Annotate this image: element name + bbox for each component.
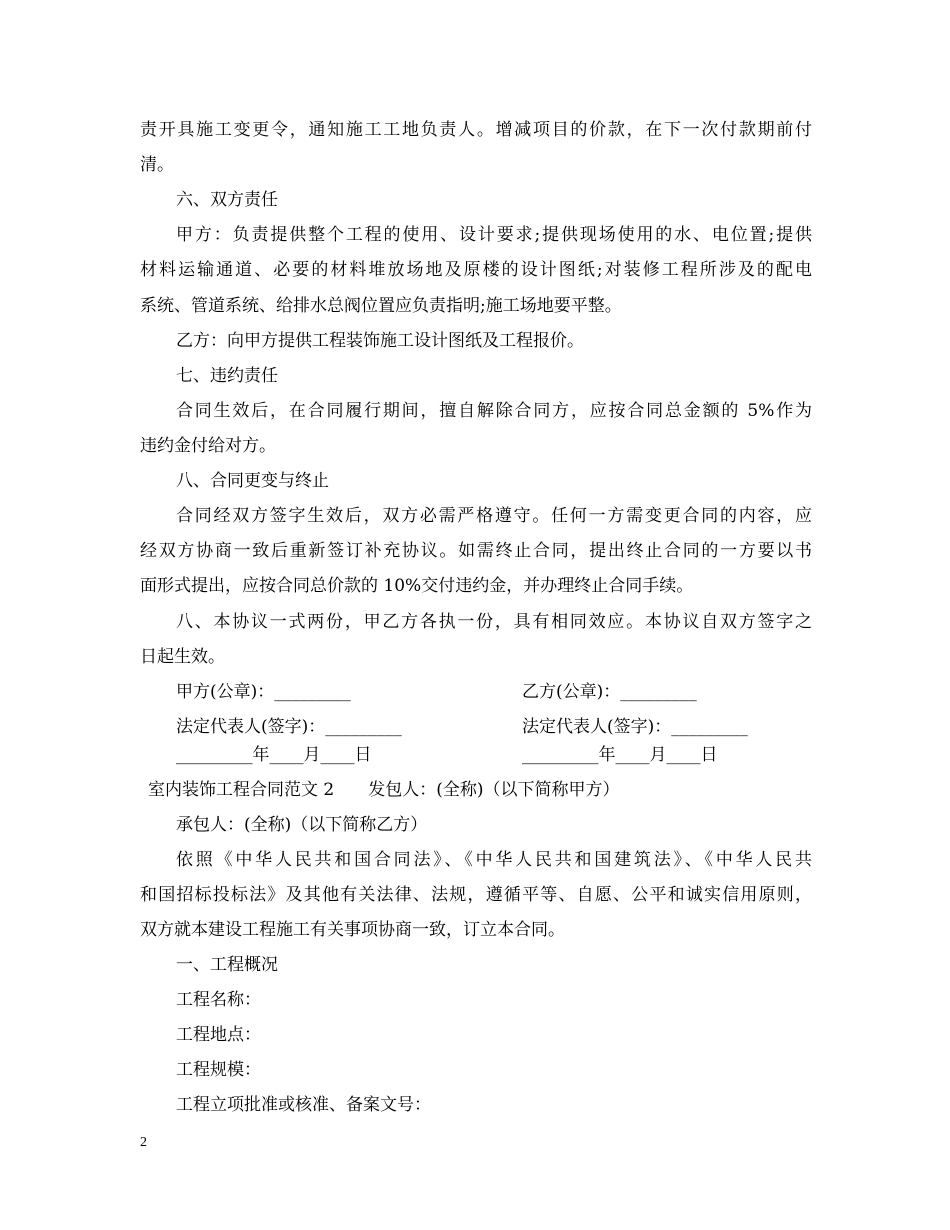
paragraph-line: 经双方协商一致后重新签订补充协议。如需终止合同，提出终止合同的一方要以书	[140, 541, 812, 561]
party-a-representative-line: 法定代表人(签字)：_________	[176, 717, 402, 737]
paragraph-line: 合同生效后，在合同履行期间，擅自解除合同方，应按合同总金额的 5%作为	[176, 401, 812, 421]
party-b-date-line: _________年____月____日	[522, 745, 718, 765]
field-project-location: 工程地点：	[176, 1025, 261, 1045]
party-b-seal-line: 乙方(公章)：_________	[522, 682, 697, 702]
party-a-seal-line: 甲方(公章)：_________	[176, 682, 351, 702]
party-b-representative-line: 法定代表人(签字)：_________	[522, 717, 748, 737]
paragraph-line: 清。	[140, 155, 174, 175]
field-approval-number: 工程立项批准或核准、备案文号：	[176, 1095, 431, 1115]
section-heading: 六、双方责任	[176, 190, 278, 210]
paragraph-line: 乙方：向甲方提供工程装饰施工设计图纸及工程报价。	[176, 331, 584, 351]
party-a-date-line: _________年____月____日	[176, 745, 372, 765]
paragraph-line: 面形式提出，应按合同总价款的 10%交付违约金，并办理终止合同手续。	[140, 576, 694, 596]
paragraph-line: 系统、管道系统、给排水总阀位置应负责指明;施工场地要平整。	[140, 296, 622, 316]
paragraph-line: 八、本协议一式两份，甲乙方各执一份，具有相同效应。本协议自双方签字之	[176, 612, 812, 632]
field-project-scale: 工程规模：	[176, 1060, 261, 1080]
section-heading: 八、合同更变与终止	[176, 471, 329, 491]
section-heading: 一、工程概况	[176, 955, 278, 975]
paragraph-line: 甲方：负责提供整个工程的使用、设计要求;提供现场使用的水、电位置;提供	[176, 225, 812, 245]
paragraph-line: 依照《中华人民共和国合同法》、《中华人民共和国建筑法》、《中华人民共	[176, 850, 812, 870]
page-number: 2	[140, 1135, 147, 1150]
paragraph-line: 双方就本建设工程施工有关事项协商一致，订立本合同。	[140, 920, 565, 940]
paragraph-line: 合同经双方签字生效后，双方必需严格遵守。任何一方需变更合同的内容，应	[176, 506, 812, 526]
paragraph-line: 材料运输通道、必要的材料堆放场地及原楼的设计图纸;对装修工程所涉及的配电	[140, 260, 812, 280]
paragraph-line: 和国招标投标法》及其他有关法律、法规，遵循平等、自愿、公平和诚实信用原则，	[140, 885, 812, 905]
paragraph-line: 责开具施工变更令，通知施工工地负责人。增减项目的价款，在下一次付款期前付	[140, 120, 812, 140]
field-project-name: 工程名称：	[176, 990, 261, 1010]
section-heading: 七、违约责任	[176, 366, 278, 386]
paragraph-line: 日起生效。	[140, 647, 225, 667]
paragraph-line: 承包人：(全称)（以下简称乙方）	[176, 815, 428, 835]
paragraph-line: 违约金付给对方。	[140, 436, 276, 456]
contract-title-line: 室内装饰工程合同范文 2 发包人：(全称)（以下简称甲方）	[148, 780, 620, 800]
